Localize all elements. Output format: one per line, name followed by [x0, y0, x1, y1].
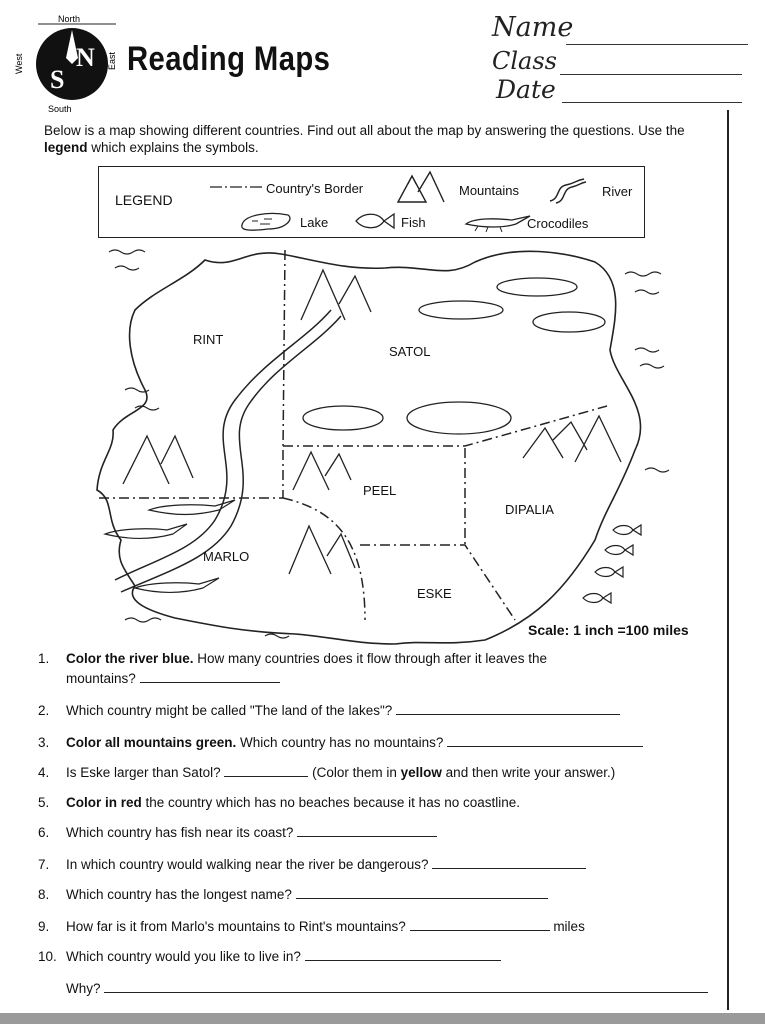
legend-item-crocodiles: Crocodiles	[527, 216, 589, 231]
name-field[interactable]	[566, 44, 748, 45]
question-text: Which country has fish near its coast?	[66, 825, 294, 840]
question-text: How many countries does it flow through after it leaves the	[193, 651, 547, 666]
question-text: Why?	[66, 981, 101, 996]
question-number: 6.	[38, 825, 50, 840]
lakes	[303, 278, 605, 434]
question-text-note-end: and then write your answer.)	[441, 765, 616, 780]
compass-letter-s: S	[50, 65, 65, 94]
answer-1-field[interactable]	[140, 670, 280, 683]
mountains-symbol-icon	[396, 170, 448, 204]
country-rint: RINT	[193, 332, 224, 347]
answer-9-field[interactable]	[410, 918, 550, 931]
question-text: Is Eske larger than Satol?	[66, 765, 221, 780]
question-number: 10.	[38, 949, 57, 964]
name-label: Name	[492, 12, 574, 43]
fish-group	[583, 525, 641, 603]
question-why	[66, 980, 708, 997]
crocodile-symbol-icon	[464, 210, 534, 234]
lake-symbol-icon	[238, 209, 294, 233]
compass-rose	[10, 8, 120, 120]
date-label: Date	[496, 75, 556, 104]
compass-north-label: North	[58, 14, 81, 24]
question-number: 4.	[38, 765, 50, 780]
legend-title: LEGEND	[115, 192, 173, 208]
answer-7-field[interactable]	[432, 856, 586, 869]
question-number: 1.	[38, 651, 50, 666]
legend-item-border: Country's Border	[266, 181, 364, 196]
country-dipalia: DIPALIA	[505, 502, 554, 517]
question-9	[38, 918, 585, 935]
question-number: 7.	[38, 857, 50, 872]
question-number: 8.	[38, 887, 50, 902]
answer-2-field[interactable]	[396, 702, 620, 715]
instructions	[44, 122, 694, 156]
crocodiles	[105, 500, 235, 593]
compass-west-label: West	[14, 53, 24, 74]
map-scale: Scale: 1 inch =100 miles	[528, 622, 689, 638]
legend-item-mountains: Mountains	[459, 183, 519, 198]
question-7	[38, 856, 586, 873]
question-text: Which country has no mountains?	[236, 735, 444, 750]
answer-4-field[interactable]	[224, 764, 308, 777]
question-number: 2.	[38, 703, 50, 718]
answer-10-field[interactable]	[305, 948, 501, 961]
question-number: 9.	[38, 919, 50, 934]
class-field[interactable]	[560, 74, 742, 75]
question-suffix: miles	[553, 919, 585, 934]
question-text: Which country has the longest name?	[66, 887, 292, 902]
instructions-text: Below is a map showing different countries. Find out all about the map by answering the questions. Use the	[44, 123, 685, 138]
question-text: Which country might be called "The land of the lakes"?	[66, 703, 393, 718]
instructions-text-end: which explains the symbols.	[87, 140, 259, 155]
answer-8-field[interactable]	[296, 886, 548, 899]
answer-why-field[interactable]	[104, 980, 708, 993]
legend-item-lake: Lake	[300, 215, 329, 230]
question-2	[38, 702, 620, 719]
answer-6-field[interactable]	[297, 824, 437, 837]
question-text: mountains?	[66, 671, 136, 686]
question-4	[38, 764, 615, 781]
legend-item-fish: Fish	[401, 215, 426, 230]
question-1	[38, 650, 547, 667]
question-text: In which country would walking near the river be dangerous?	[66, 857, 429, 872]
question-8	[38, 886, 548, 903]
question-6	[38, 824, 437, 841]
question-number: 3.	[38, 735, 50, 750]
country-marlo: MARLO	[203, 549, 250, 564]
question-text: How far is it from Marlo's mountains to Rint's mountains?	[66, 919, 406, 934]
legend-item-river: River	[602, 184, 633, 199]
country-peel: PEEL	[363, 483, 397, 498]
compass-south-label: South	[48, 104, 72, 114]
question-bold: Color in red	[66, 795, 142, 810]
river-symbol-icon	[546, 177, 588, 205]
class-label: Class	[492, 47, 557, 75]
map	[95, 240, 700, 650]
scan-edge-bar	[0, 1013, 765, 1024]
question-5	[38, 794, 520, 811]
question-3	[38, 734, 643, 751]
page-border-right	[727, 110, 729, 1010]
island-outline	[97, 251, 641, 644]
country-eske: ESKE	[417, 586, 452, 601]
compass-east-label: East	[107, 51, 117, 70]
country-satol: SATOL	[389, 344, 431, 359]
instructions-bold: legend	[44, 140, 88, 155]
question-bold: Color the river blue.	[66, 651, 194, 666]
question-bold: Color all mountains green.	[66, 735, 237, 750]
border-symbol-icon	[208, 182, 268, 192]
date-field[interactable]	[562, 102, 742, 103]
question-bold-note: yellow	[400, 765, 442, 780]
fish-symbol-icon	[352, 210, 396, 232]
question-text: the country which has no beaches because it has no coastline.	[141, 795, 521, 810]
page-title: Reading Maps	[127, 40, 331, 78]
question-text-note: (Color them in	[312, 765, 401, 780]
compass-letter-n: N	[76, 43, 95, 72]
question-10	[38, 948, 501, 965]
question-number: 5.	[38, 795, 50, 810]
answer-3-field[interactable]	[447, 734, 643, 747]
question-1-continued	[66, 670, 280, 687]
question-text: Which country would you like to live in?	[66, 949, 301, 964]
mountains	[123, 270, 621, 574]
